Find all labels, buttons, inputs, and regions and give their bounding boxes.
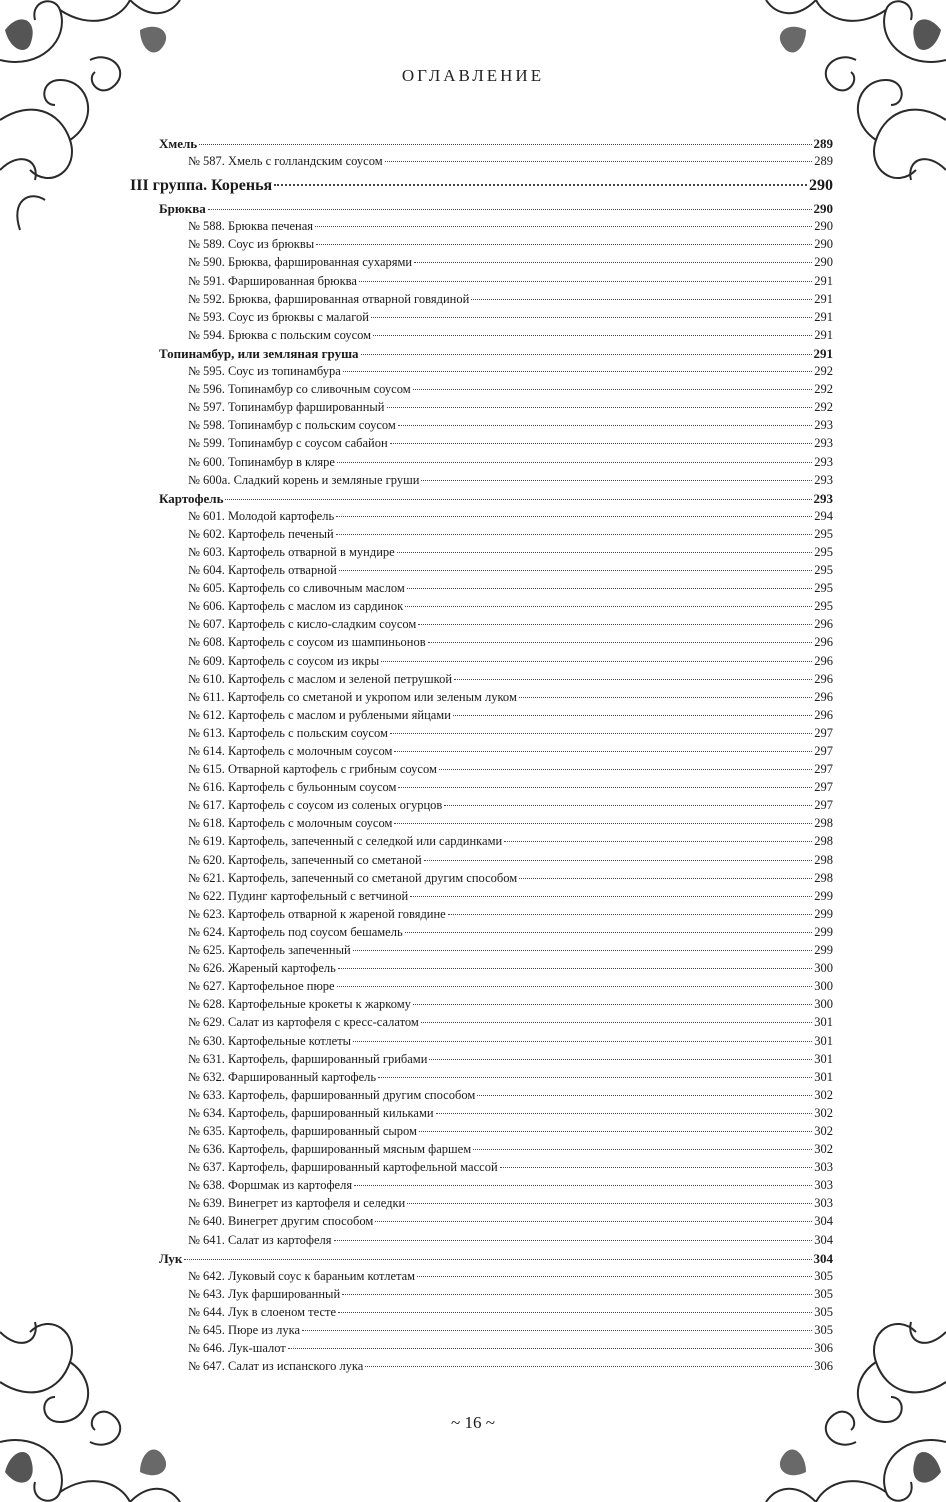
- toc-entry-page: 306: [814, 1359, 833, 1374]
- toc-entry-title: № 642. Луковый соус к бараньим котлетам: [188, 1268, 416, 1283]
- toc-entry[interactable]: [130, 581, 833, 599]
- toc-entry-page: 300: [814, 979, 833, 994]
- dot-leader: [365, 1366, 812, 1367]
- toc-entry-title: № 640. Винегрет другим способом: [188, 1214, 374, 1229]
- toc-entry-title: № 600. Топинамбур в кляре: [188, 454, 335, 469]
- toc-entry-title: № 592. Брюква, фаршированная отварной говядиной: [188, 291, 470, 306]
- toc-entry-title: № 610. Картофель с маслом и зеленой петрушкой: [188, 671, 453, 686]
- dot-leader: [414, 262, 812, 263]
- dot-leader: [225, 499, 811, 500]
- dot-leader: [315, 226, 812, 227]
- toc-entry-title: № 643. Лук фаршированный: [188, 1286, 341, 1301]
- toc-entry-page: 305: [814, 1286, 833, 1301]
- dot-leader: [316, 244, 812, 245]
- toc-section-heading[interactable]: [130, 1251, 833, 1269]
- toc-entry[interactable]: [130, 1359, 833, 1377]
- toc-entry-title: № 598. Топинамбур с польским соусом: [188, 418, 396, 433]
- toc-entry[interactable]: [130, 834, 833, 852]
- dot-leader: [477, 1095, 812, 1096]
- toc-entry-title: № 587. Хмель с голландским соусом: [188, 154, 383, 169]
- dot-leader: [410, 896, 812, 897]
- toc-entry-title: № 638. Форшмак из картофеля: [188, 1178, 353, 1193]
- toc-entry-title: № 646. Лук-шалот: [188, 1341, 286, 1356]
- toc-entry-title: № 616. Картофель с бульонным соусом: [188, 780, 397, 795]
- dot-leader: [390, 443, 813, 444]
- toc-entry-page: 290: [814, 255, 833, 270]
- toc-entry-page: 296: [814, 617, 833, 632]
- toc-entry[interactable]: [130, 509, 833, 527]
- toc-entry[interactable]: [130, 1088, 833, 1106]
- toc-entry[interactable]: [130, 1142, 833, 1160]
- toc-entry-page: 293: [814, 472, 833, 487]
- toc-entry[interactable]: [130, 1124, 833, 1142]
- toc-entry-page: 293: [814, 436, 833, 451]
- toc-entry-title: № 596. Топинамбур со сливочным соусом: [188, 382, 411, 397]
- toc-entry-title: № 633. Картофель, фаршированный другим способом: [188, 1087, 476, 1102]
- toc-entry-page: 292: [814, 364, 833, 379]
- toc-entry[interactable]: [130, 1233, 833, 1251]
- dot-leader: [453, 715, 812, 716]
- dot-leader: [519, 697, 812, 698]
- dot-leader: [208, 209, 812, 210]
- dot-leader: [504, 841, 812, 842]
- toc-entry[interactable]: [130, 274, 833, 292]
- dot-leader: [405, 932, 813, 933]
- toc-entry[interactable]: [130, 907, 833, 925]
- toc-entry-page: 293: [813, 490, 833, 506]
- toc-section-heading[interactable]: [130, 346, 833, 364]
- toc-entry[interactable]: [130, 1269, 833, 1287]
- toc-entry[interactable]: [130, 255, 833, 273]
- toc-entry-title: № 635. Картофель, фаршированный сыром: [188, 1123, 417, 1138]
- toc-entry-title: № 606. Картофель с маслом из сардинок: [188, 599, 404, 614]
- toc-entry-page: 295: [814, 544, 833, 559]
- toc-entry[interactable]: [130, 1178, 833, 1196]
- toc-entry-title: № 634. Картофель, фаршированный кильками: [188, 1105, 434, 1120]
- toc-entry-title: № 611. Картофель со сметаной и укропом или зеленым луком: [188, 689, 517, 704]
- dot-leader: [302, 1330, 812, 1331]
- toc-entry[interactable]: [130, 382, 833, 400]
- toc-entry-page: 299: [814, 924, 833, 939]
- toc-entry-page: 298: [814, 870, 833, 885]
- dot-leader: [353, 1041, 812, 1042]
- toc-entry-page: 303: [814, 1196, 833, 1211]
- toc-entry-title: № 631. Картофель, фаршированный грибами: [188, 1051, 428, 1066]
- toc-entry-page: 290: [809, 177, 833, 195]
- toc-entry-page: 298: [814, 852, 833, 867]
- toc-entry[interactable]: [130, 545, 833, 563]
- toc-entry-page: 299: [814, 943, 833, 958]
- dot-leader: [473, 1149, 812, 1150]
- dot-leader: [288, 1348, 812, 1349]
- toc-entry-page: 295: [814, 599, 833, 614]
- toc-entry-title: № 623. Картофель отварной к жареной говядине: [188, 906, 446, 921]
- toc-entry-title: Топинамбур, или земляная груша: [159, 345, 359, 361]
- dot-leader: [454, 679, 812, 680]
- dot-leader: [339, 570, 812, 571]
- dot-leader: [413, 389, 813, 390]
- toc-entry[interactable]: [130, 1323, 833, 1341]
- toc-entry-title: № 644. Лук в слоеном тесте: [188, 1304, 337, 1319]
- dot-leader: [398, 787, 812, 788]
- toc-entry-page: 289: [813, 136, 833, 151]
- toc-entry-title: № 608. Картофель с соусом из шампиньонов: [188, 635, 426, 650]
- dot-leader: [436, 1113, 813, 1114]
- dot-leader: [381, 661, 812, 662]
- dot-leader: [387, 407, 813, 408]
- dot-leader: [354, 1185, 812, 1186]
- toc-entry-title: III группа. Коренья: [130, 177, 273, 195]
- toc-entry[interactable]: [130, 943, 833, 961]
- dot-leader: [394, 823, 812, 824]
- toc-entry-page: 293: [814, 418, 833, 433]
- toc-entry-title: № 613. Картофель с польским соусом: [188, 725, 388, 740]
- toc-entry[interactable]: [130, 328, 833, 346]
- dot-leader: [421, 480, 812, 481]
- dot-leader: [375, 1221, 812, 1222]
- toc-entry[interactable]: [130, 1287, 833, 1305]
- toc-entry-page: 301: [814, 1051, 833, 1066]
- dot-leader: [371, 317, 812, 318]
- toc-entry-page: 296: [814, 707, 833, 722]
- toc-entry[interactable]: [130, 871, 833, 889]
- dot-leader: [394, 751, 812, 752]
- toc-entry-title: № 589. Соус из брюквы: [188, 237, 315, 252]
- toc-entry-page: 306: [814, 1341, 833, 1356]
- toc-entry-title: № 626. Жареный картофель: [188, 961, 336, 976]
- toc-entry-title: № 594. Брюква с польским соусом: [188, 327, 372, 342]
- toc-entry-page: 301: [814, 1015, 833, 1030]
- toc-entry-title: № 600а. Сладкий корень и земляные груши: [188, 472, 420, 487]
- toc-entry-page: 297: [814, 762, 833, 777]
- dot-leader: [338, 968, 812, 969]
- toc-entry-title: № 597. Топинамбур фаршированный: [188, 400, 385, 415]
- dot-leader: [407, 588, 813, 589]
- toc-section-heading[interactable]: [130, 136, 833, 154]
- toc-entry-page: 300: [814, 961, 833, 976]
- toc-entry-title: № 629. Салат из картофеля с кресс-салатом: [188, 1015, 419, 1030]
- toc-entry[interactable]: [130, 889, 833, 907]
- toc-entry-title: № 591. Фаршированная брюква: [188, 273, 357, 288]
- dot-leader: [199, 144, 811, 145]
- dot-leader: [337, 462, 812, 463]
- toc-entry-title: № 621. Картофель, запеченный со сметаной другим способом: [188, 870, 518, 885]
- toc-entry[interactable]: [130, 635, 833, 653]
- dot-leader: [448, 914, 813, 915]
- dot-leader: [336, 534, 813, 535]
- dot-leader: [337, 986, 813, 987]
- toc-entry[interactable]: [130, 1034, 833, 1052]
- dot-leader: [361, 354, 812, 355]
- toc-entry-title: № 601. Молодой картофель: [188, 508, 335, 523]
- toc-entry-title: № 614. Картофель с молочным соусом: [188, 744, 393, 758]
- dot-leader: [378, 1077, 812, 1078]
- dot-leader: [413, 1004, 812, 1005]
- toc-entry-title: № 639. Винегрет из картофеля и селедки: [188, 1196, 406, 1211]
- toc-entry[interactable]: [130, 762, 833, 780]
- dot-leader: [419, 1131, 812, 1132]
- dot-leader: [439, 769, 812, 770]
- toc-entry-page: 305: [814, 1304, 833, 1319]
- toc-entry[interactable]: [130, 1214, 833, 1232]
- toc-entry-page: 303: [814, 1160, 833, 1175]
- toc-entry-page: 292: [814, 400, 833, 415]
- toc-entry[interactable]: [130, 654, 833, 672]
- toc-entry[interactable]: [130, 473, 833, 491]
- dot-leader: [418, 624, 812, 625]
- toc-entry-page: 295: [814, 563, 833, 578]
- toc-entry-title: № 630. Картофельные котлеты: [188, 1033, 352, 1048]
- toc-entry-page: 289: [814, 154, 833, 169]
- dot-leader: [405, 606, 812, 607]
- toc-entry-page: 293: [814, 454, 833, 469]
- toc-entry-title: № 622. Пудинг картофельный с ветчиной: [188, 888, 409, 903]
- toc-entry[interactable]: [130, 961, 833, 979]
- dot-leader: [471, 299, 812, 300]
- toc-entry-page: 301: [814, 1033, 833, 1048]
- dot-leader: [274, 184, 807, 186]
- toc-entry-title: № 588. Брюква печеная: [188, 219, 314, 234]
- toc-entry-title: № 628. Картофельные крокеты к жаркому: [188, 997, 411, 1012]
- toc-entry-page: 304: [814, 1232, 833, 1247]
- toc-entry-title: № 615. Отварной картофель с грибным соусом: [188, 762, 437, 777]
- toc-entry-title: № 617. Картофель с соусом из соленых огурцов: [188, 798, 443, 813]
- toc-entry-title: Хмель: [159, 136, 198, 151]
- toc-entry-page: 296: [814, 635, 833, 650]
- toc-entry-title: № 645. Пюре из лука: [188, 1323, 301, 1337]
- toc-entry[interactable]: [130, 726, 833, 744]
- toc-entry-page: 297: [814, 725, 833, 740]
- toc-entry[interactable]: [130, 997, 833, 1015]
- toc-entry-title: № 603. Картофель отварной в мундире: [188, 544, 395, 559]
- dot-leader: [407, 1203, 812, 1204]
- toc-entry[interactable]: [130, 1196, 833, 1214]
- toc-entry[interactable]: [130, 599, 833, 617]
- toc-entry-title: № 599. Топинамбур с соусом сабайон: [188, 436, 388, 451]
- dot-leader: [397, 552, 813, 553]
- toc-entry[interactable]: [130, 1052, 833, 1070]
- toc-entry-page: 303: [814, 1178, 833, 1193]
- dot-leader: [428, 642, 813, 643]
- dot-leader: [398, 425, 812, 426]
- toc-entry-title: № 590. Брюква, фаршированная сухарями: [188, 255, 413, 270]
- toc-entry-page: 295: [814, 581, 833, 596]
- toc-entry-page: 300: [814, 997, 833, 1012]
- toc-entry[interactable]: [130, 154, 833, 172]
- toc-entry-page: 304: [813, 1250, 833, 1266]
- toc-entry-title: № 618. Картофель с молочным соусом: [188, 816, 393, 831]
- toc-entry-page: 290: [814, 219, 833, 234]
- dot-leader: [519, 878, 812, 879]
- toc-entry[interactable]: [130, 400, 833, 418]
- dot-leader: [385, 161, 813, 162]
- toc-entry[interactable]: [130, 1015, 833, 1033]
- toc-entry[interactable]: [130, 455, 833, 473]
- toc-entry[interactable]: [130, 816, 833, 834]
- toc-entry-page: 305: [814, 1268, 833, 1283]
- toc-entry-page: 298: [814, 816, 833, 831]
- toc-entry-title: Картофель: [159, 490, 224, 506]
- dot-leader: [390, 733, 812, 734]
- toc-entry-page: 302: [814, 1123, 833, 1138]
- toc-entry-title: № 609. Картофель с соусом из икры: [188, 653, 380, 668]
- toc-entry-page: 302: [814, 1105, 833, 1120]
- toc-entry[interactable]: [130, 780, 833, 798]
- toc-entry-title: № 612. Картофель с маслом и рублеными яйцами: [188, 707, 451, 722]
- dot-leader: [500, 1167, 813, 1168]
- toc-entry-title: № 627. Картофельное пюре: [188, 979, 335, 994]
- toc-entry-title: Лук: [159, 1250, 183, 1266]
- toc-entry-page: 299: [814, 888, 833, 903]
- page-number: ~ 16 ~: [451, 1413, 495, 1432]
- toc-entry-page: 304: [814, 1214, 833, 1229]
- dot-leader: [336, 516, 812, 517]
- toc-entry-page: 295: [814, 526, 833, 541]
- table-of-contents: [130, 136, 833, 1377]
- toc-entry-page: 296: [814, 671, 833, 686]
- toc-entry-page: 302: [814, 1142, 833, 1157]
- toc-entry[interactable]: [130, 364, 833, 382]
- dot-leader: [343, 371, 812, 372]
- toc-entry-page: 296: [814, 653, 833, 668]
- toc-entry[interactable]: [130, 1106, 833, 1124]
- dot-leader: [334, 1240, 813, 1241]
- toc-entry-page: 297: [814, 798, 833, 813]
- dot-leader: [184, 1259, 811, 1260]
- toc-entry-title: № 632. Фаршированный картофель: [188, 1069, 377, 1084]
- toc-entry[interactable]: [130, 310, 833, 328]
- toc-entry-title: № 619. Картофель, запеченный с селедкой или сардинками: [188, 834, 503, 849]
- toc-entry[interactable]: [130, 418, 833, 436]
- toc-entry[interactable]: [130, 690, 833, 708]
- toc-entry-title: № 605. Картофель со сливочным маслом: [188, 581, 405, 596]
- toc-entry[interactable]: [130, 853, 833, 871]
- dot-leader: [417, 1276, 812, 1277]
- dot-leader: [338, 1312, 812, 1313]
- dot-leader: [342, 1294, 812, 1295]
- toc-entry-title: № 595. Соус из топинамбура: [188, 364, 341, 379]
- toc-entry-title: № 637. Картофель, фаршированный картофельной массой: [188, 1160, 498, 1175]
- toc-entry-title: № 607. Картофель с кисло-сладким соусом: [188, 617, 417, 632]
- toc-entry-title: № 602. Картофель печеный: [188, 526, 334, 541]
- dot-leader: [421, 1022, 812, 1023]
- toc-entry[interactable]: [130, 1160, 833, 1178]
- toc-section-heading[interactable]: [130, 491, 833, 509]
- toc-entry-page: 291: [814, 309, 833, 324]
- toc-entry-page: 290: [813, 201, 833, 217]
- toc-entry-page: 297: [814, 780, 833, 795]
- toc-entry-page: 291: [813, 345, 833, 361]
- toc-entry[interactable]: [130, 1341, 833, 1359]
- page-title: ОГЛАВЛЕНИЕ: [401, 66, 545, 85]
- toc-entry-title: № 636. Картофель, фаршированный мясным фаршем: [188, 1142, 472, 1157]
- toc-entry-title: Брюква: [159, 201, 206, 217]
- toc-entry-page: 302: [814, 1087, 833, 1102]
- dot-leader: [444, 805, 812, 806]
- toc-entry-page: 292: [814, 382, 833, 397]
- dot-leader: [373, 335, 812, 336]
- toc-entry-page: 298: [814, 834, 833, 849]
- toc-entry-page: 301: [814, 1069, 833, 1084]
- toc-group-heading[interactable]: [130, 177, 833, 201]
- toc-entry[interactable]: [130, 672, 833, 690]
- dot-leader: [424, 860, 813, 861]
- toc-entry-title: № 647. Салат из испанского лука: [188, 1359, 364, 1374]
- toc-entry[interactable]: [130, 1070, 833, 1088]
- toc-entry[interactable]: [130, 979, 833, 997]
- toc-entry-page: 291: [814, 327, 833, 342]
- toc-entry-page: 297: [814, 744, 833, 758]
- toc-entry[interactable]: [130, 237, 833, 255]
- dot-leader: [429, 1059, 812, 1060]
- toc-entry-page: 290: [814, 237, 833, 252]
- toc-entry[interactable]: [130, 708, 833, 726]
- toc-entry-page: 291: [814, 273, 833, 288]
- toc-entry-title: № 604. Картофель отварной: [188, 563, 337, 578]
- toc-section-heading[interactable]: [130, 201, 833, 219]
- toc-entry-title: № 625. Картофель запеченный: [188, 943, 351, 958]
- dot-leader: [359, 281, 812, 282]
- toc-entry-title: № 620. Картофель, запеченный со сметаной: [188, 852, 422, 867]
- toc-entry-page: 294: [814, 508, 833, 523]
- toc-entry[interactable]: [130, 219, 833, 237]
- toc-entry[interactable]: [130, 617, 833, 635]
- toc-entry-page: 305: [814, 1323, 833, 1337]
- toc-entry-page: 296: [814, 689, 833, 704]
- toc-entry[interactable]: [130, 1305, 833, 1323]
- toc-entry-title: № 593. Соус из брюквы с малагой: [188, 309, 369, 324]
- toc-entry[interactable]: [130, 527, 833, 545]
- toc-entry-title: № 624. Картофель под соусом бешамель: [188, 924, 403, 939]
- toc-entry[interactable]: [130, 925, 833, 943]
- toc-entry[interactable]: [130, 798, 833, 816]
- toc-entry[interactable]: [130, 436, 833, 454]
- toc-entry[interactable]: [130, 744, 833, 762]
- toc-entry-page: 291: [814, 291, 833, 306]
- toc-entry[interactable]: [130, 563, 833, 581]
- toc-entry-title: № 641. Салат из картофеля: [188, 1232, 332, 1247]
- dot-leader: [353, 950, 813, 951]
- toc-entry-page: 299: [814, 906, 833, 921]
- toc-entry[interactable]: [130, 292, 833, 310]
